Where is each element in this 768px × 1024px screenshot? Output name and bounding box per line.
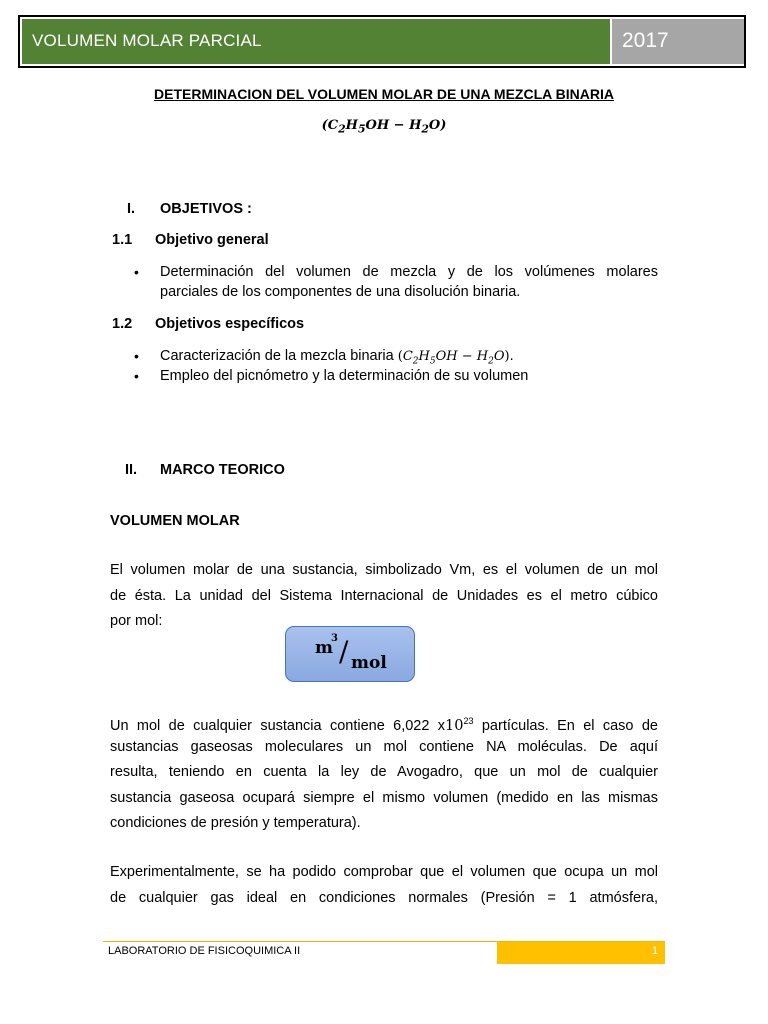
page-number: 1	[652, 945, 659, 957]
inline-formula: $(C_2H_5OH - H_2O)$	[397, 349, 510, 367]
general-objective-line-2: parciales de los componentes de una disolución binaria.	[160, 284, 521, 300]
bullet-icon: •	[134, 348, 139, 364]
bullet-icon: •	[134, 264, 139, 280]
unit-box: m 3 / mol	[285, 626, 415, 682]
section-1-title: OBJETIVOS :	[160, 201, 252, 217]
paragraph-2: Un mol de cualquier sustancia contiene 6,022 $x10^{23}$ partículas. En el caso de sustancias gaseosas moleculares un mol contiene NA moléculas. De aquí resulta, teniendo en cuenta la ley de Avogadro, que un mol de cualquier sustancia gaseosa ocupará siempre el mismo volumen (medido en las mismas condiciones de presión y temperatura).	[110, 716, 658, 831]
title-formula: $(C_2H_5OH - H_2O)$	[321, 118, 447, 136]
footer-label: LABORATORIO DE FISICOQUIMICA II	[108, 945, 301, 957]
paragraph-1: El volumen molar de una sustancia, simbolizado Vm, es el volumen de un mol de ésta. La unidad del Sistema Internacional de Unidades es el metro cúbico por mol:	[110, 562, 658, 629]
specific-objective-2: Empleo del picnómetro y la determinación de su volumen	[160, 368, 529, 384]
subsection-1-2-title: Objetivos específicos	[155, 316, 305, 332]
subsection-1-2-number: 1.2	[112, 316, 133, 332]
section-2-title: MARCO TEORICO	[160, 462, 285, 478]
footer-page-box	[497, 942, 665, 964]
specific-objective-1: Caracterización de la mezcla binaria $(C_2H_5OH - H_2O)$.	[160, 348, 514, 367]
subsection-1-1-number: 1.1	[112, 232, 133, 248]
section-2-subtitle: VOLUMEN MOLAR	[110, 513, 240, 529]
general-objective-line-1: Determinación del volumen de mezcla y de los volúmenes molares	[160, 264, 658, 280]
header-year: 2017	[622, 29, 669, 52]
bullet-icon: •	[134, 368, 139, 384]
document-title: DETERMINACION DEL VOLUMEN MOLAR DE UNA MEZCLA BINARIA	[154, 86, 614, 102]
subsection-1-1-title: Objetivo general	[155, 232, 269, 248]
paragraph-3: Experimentalmente, se ha podido comprobar que el volumen que ocupa un mol de cualquier gas ideal en condiciones normales (Presión = 1 atmósfera,	[110, 864, 658, 906]
section-2-number: II.	[125, 462, 138, 478]
section-1-number: I.	[127, 201, 136, 217]
header-title: VOLUMEN MOLAR PARCIAL	[32, 31, 262, 50]
